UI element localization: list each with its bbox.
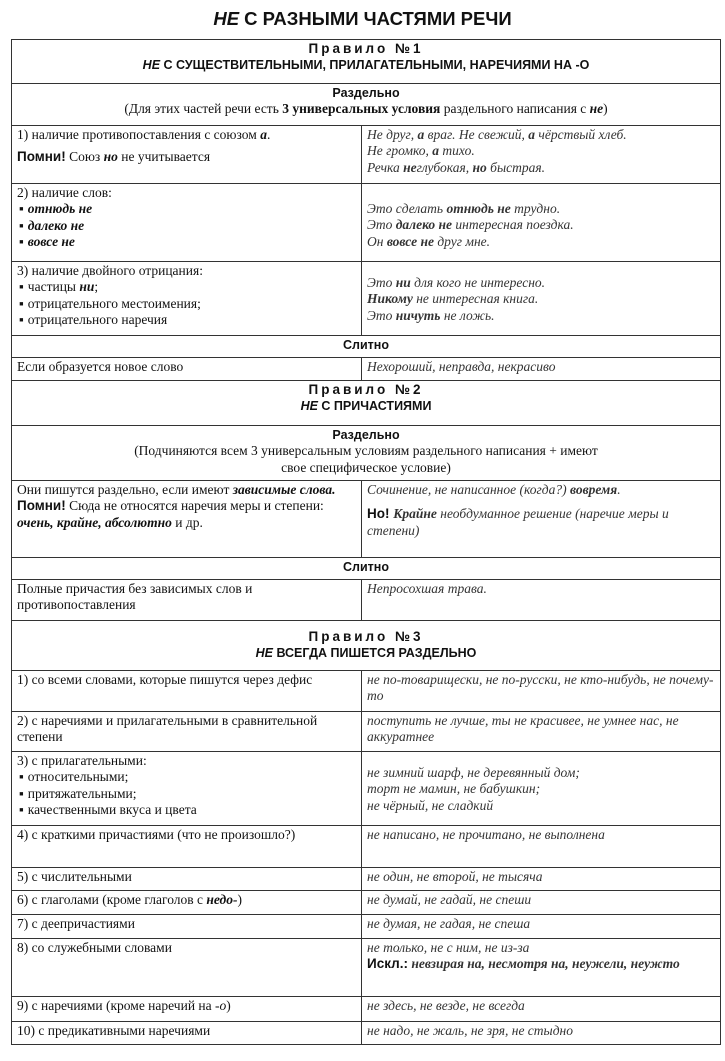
rule2-separate-row [12, 426, 721, 481]
rule3-item4-example: не написано, не прочитано, не выполнена [362, 826, 721, 868]
rule3-item4-row [12, 826, 721, 868]
rule2-cond: Они пишутся раздельно, если имеют зависимые слова. Помни! Сюда не относятся наречия меры и степени: очень, крайне, абсолютно и др. [12, 481, 362, 558]
rule3-item4: 4) с краткими причастиями (что не произошло?) [12, 826, 362, 868]
rule3-name: Правило №3 [308, 629, 424, 644]
title-text: С РАЗНЫМИ ЧАСТЯМИ РЕЧИ [239, 8, 512, 29]
rule2-name: Правило №2 [308, 382, 424, 397]
rule1-name: Правило №1 [308, 41, 424, 56]
rule3-item5-example: не один, не второй, не тысяча [362, 868, 721, 891]
rule2-note-line2: свое специфическое условие) [281, 459, 451, 475]
rules-table [11, 39, 721, 1045]
rule3-item5-row [12, 868, 721, 891]
rule2-joined-item-row [12, 580, 721, 621]
rule1-cond3: 3) наличие двойного отрицания: ▪ частицы ни; ▪ отрицательного местоимения; ▪ отрицательного наречия [12, 262, 362, 336]
rule2-header-row [12, 381, 721, 426]
rule3-item5: 5) с числительными [12, 868, 362, 891]
page-title [0, 6, 725, 32]
rule3-item10-example: не надо, не жаль, не зря, не стыдно [362, 1022, 721, 1045]
rule3-item8: 8) со служебными словами [12, 939, 362, 997]
rule3-item10-row [12, 1022, 721, 1045]
rule3-item2-example: поступить не лучше, ты не красивее, не умнее нас, не аккуратнее [362, 712, 721, 752]
rule3-item7: 7) с деепричастиями [12, 915, 362, 939]
rule1-joined-item: Если образуется новое слово [12, 358, 362, 381]
rule3-item9-row [12, 997, 721, 1022]
rule3-header: Правило №3 НЕ ВСЕГДА ПИШЕТСЯ РАЗДЕЛЬНО [12, 621, 721, 671]
rule3-item6-example: не думай, не гадай, не спеши [362, 891, 721, 915]
rule3-item8-examples: не только, не с ним, не из-за Искл.: невзирая на, несмотря на, неужели, неужто [362, 939, 721, 997]
rule1-cond1: 1) наличие противопоставления с союзом а. Помни! Союз но не учитывается [12, 126, 362, 184]
title-neg: НЕ [213, 8, 240, 29]
rule1-separate-row [12, 84, 721, 126]
rule2-joined-label: Слитно [12, 558, 721, 580]
rule1-sub: С СУЩЕСТВИТЕЛЬНЫМИ, ПРИЛАГАТЕЛЬНЫМИ, НАРЕЧИЯМИ НА -О [160, 58, 590, 73]
rule3-item1-example: не по-товарищески, не по-русски, не кто-нибудь, не почему-то [362, 671, 721, 712]
rule3-item6: 6) с глаголами (кроме глаголов с недо-) [12, 891, 362, 915]
rule1-note: (Для этих частей речи есть 3 универсальных условия раздельного написания с не) [124, 101, 608, 117]
rule2-joined-row [12, 558, 721, 580]
rule1-cond3-examples: Это ни для кого не интересно. Никому не интересная книга. Это ничуть не ложь. [362, 262, 721, 336]
rule1-joined-example: Нехороший, неправда, некрасиво [362, 358, 721, 381]
rule1-cond1-examples: Не друг, а враг. Не свежий, а чёрствый хлеб. Не громко, а тихо. Речка неглубокая, но быстрая. [362, 126, 721, 184]
rule3-item1: 1) со всеми словами, которые пишутся через дефис [12, 671, 362, 712]
rule2-cond-examples: Сочинение, не написанное (когда?) вовремя. Но! Крайне необдуманное решение (наречие меры и степени) [362, 481, 721, 558]
rule2-header: Правило №2 НЕ С ПРИЧАСТИЯМИ [12, 381, 721, 426]
rule3-item3: 3) с прилагательными: ▪ относительными; ▪ притяжательными; ▪ качественными вкуса и цвета [12, 752, 362, 826]
rule2-joined-example: Непросохшая трава. [362, 580, 721, 621]
rule3-item3-row [12, 752, 721, 826]
rule3-item9: 9) с наречиями (кроме наречий на -о) [12, 997, 362, 1022]
rule1-cond2: 2) наличие слов: ▪ отнюдь не ▪ далеко не ▪ вовсе не [12, 184, 362, 262]
rule3-item7-example: не думая, не гадая, не спеша [362, 915, 721, 939]
rule2-cond-row [12, 481, 721, 558]
rule3-item1-row [12, 671, 721, 712]
rule3-item6-row [12, 891, 721, 915]
rule1-separate [12, 84, 721, 126]
rule1-cond1-row [12, 126, 721, 184]
rule1-header-row [12, 40, 721, 84]
rule3-item3-examples: не зимний шарф, не деревянный дом; торт не мамин, не бабушкин; не чёрный, не сладкий [362, 752, 721, 826]
rule3-item2-row [12, 712, 721, 752]
rule3-item8-row [12, 939, 721, 997]
rule1-joined-row [12, 336, 721, 358]
rule2-joined-item: Полные причастия без зависимых слов и противопоставления [12, 580, 362, 621]
rule1-sub-neg: НЕ [142, 58, 161, 73]
rule1-separate-label: Раздельно [332, 86, 400, 100]
rule1-cond2-examples: Это сделать отнюдь не трудно. Это далеко не интересная поездка. Он вовсе не друг мне. [362, 184, 721, 262]
rule1-cond3-row [12, 262, 721, 336]
rule1-joined-label: Слитно [12, 336, 721, 358]
rule1-cond2-row [12, 184, 721, 262]
rule3-item7-row [12, 915, 721, 939]
rule1-header [12, 40, 721, 84]
rule3-item9-example: не здесь, не везде, не всегда [362, 997, 721, 1022]
rule3-item10: 10) с предикативными наречиями [12, 1022, 362, 1045]
rule2-note-line1: (Подчиняются всем 3 универсальным условиям раздельного написания + имеют [134, 443, 598, 459]
rule1-joined-item-row [12, 358, 721, 381]
rule2-separate: Раздельно (Подчиняются всем 3 универсальным условиям раздельного написания + имеют свое специфическое условие) [12, 426, 721, 481]
rule3-header-row [12, 621, 721, 671]
rule3-item2: 2) с наречиями и прилагательными в сравнительной степени [12, 712, 362, 752]
